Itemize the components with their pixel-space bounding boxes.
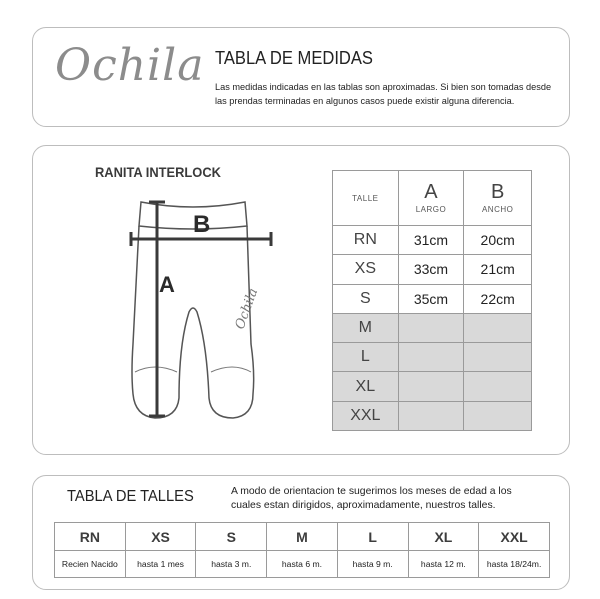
col-a-letter: A	[424, 181, 438, 203]
talle-age-cell: hasta 6 m.	[267, 551, 338, 578]
talle-age-cell: hasta 1 mes	[125, 551, 196, 578]
col-a-header-cell	[398, 171, 464, 226]
largo-cell	[398, 372, 464, 401]
ancho-cell	[464, 401, 532, 430]
largo-cell: 33cm	[398, 255, 464, 284]
largo-cell	[398, 401, 464, 430]
header-description: Las medidas indicadas en las tablas son aproximadas. Si bien son tomadas desde las prendas terminadas en algunos casos puede existir alguna diferencia.	[215, 82, 552, 106]
largo-cell	[398, 313, 464, 342]
table-row	[333, 284, 532, 313]
right-foot-seam	[211, 367, 251, 372]
garment-logo: Ochila	[232, 286, 262, 332]
size-cell: XL	[333, 372, 399, 401]
table-row	[333, 313, 532, 342]
table-row	[333, 226, 532, 255]
ancho-cell: 20cm	[464, 226, 532, 255]
table-row	[333, 372, 532, 401]
sizes-description: A modo de orientacion te sugerimos los meses de edad a los cuales estan dirigidos, aproximadamente, nuestros talles.	[231, 486, 512, 511]
talle-size-cell: XL	[408, 523, 479, 551]
talles-size-row	[55, 523, 550, 551]
sizes-panel	[32, 475, 570, 590]
talle-size-cell: RN	[55, 523, 126, 551]
page-title: TABLA DE MEDIDAS	[215, 48, 373, 68]
talle-size-cell: S	[196, 523, 267, 551]
ancho-cell	[464, 313, 532, 342]
ancho-cell	[464, 343, 532, 372]
talles-age-row	[55, 551, 550, 578]
talle-size-cell: XXL	[479, 523, 550, 551]
product-panel	[32, 145, 570, 455]
col-b-header-cell	[464, 171, 532, 226]
ancho-cell: 22cm	[464, 284, 532, 313]
size-cell: XS	[333, 255, 399, 284]
largo-cell: 35cm	[398, 284, 464, 313]
talle-size-cell: XS	[125, 523, 196, 551]
table-row	[333, 401, 532, 430]
size-cell: RN	[333, 226, 399, 255]
label-b: B	[193, 211, 211, 238]
talle-age-cell: Recien Nacido	[55, 551, 126, 578]
talle-size-cell: L	[337, 523, 408, 551]
size-cell: XXL	[333, 401, 399, 430]
size-cell: S	[333, 284, 399, 313]
talle-age-cell: hasta 3 m.	[196, 551, 267, 578]
sizes-title: TABLA DE TALLES	[67, 488, 194, 505]
talles-table	[54, 522, 550, 578]
col-b-name: ANCHO	[481, 205, 514, 214]
table-row	[333, 343, 532, 372]
talle-size-cell: M	[267, 523, 338, 551]
col-a-name: LARGO	[415, 205, 447, 214]
talle-header-cell	[333, 171, 399, 226]
ancho-cell: 21cm	[464, 255, 532, 284]
size-cell: M	[333, 313, 399, 342]
size-cell: L	[333, 343, 399, 372]
brand-logo: Ochila	[55, 40, 205, 91]
largo-cell	[398, 343, 464, 372]
header-panel	[32, 27, 570, 127]
largo-cell: 31cm	[398, 226, 464, 255]
col-b-letter: B	[490, 181, 505, 203]
measurement-table	[332, 170, 532, 431]
talle-age-cell: hasta 9 m.	[337, 551, 408, 578]
table-row	[333, 255, 532, 284]
ancho-cell	[464, 372, 532, 401]
talle-age-cell: hasta 12 m.	[408, 551, 479, 578]
product-title: RANITA INTERLOCK	[95, 164, 221, 180]
pants-diagram	[93, 194, 293, 434]
talle-header: TALLE	[352, 193, 379, 203]
talle-age-cell: hasta 18/24m.	[479, 551, 550, 578]
label-a: A	[159, 272, 175, 297]
